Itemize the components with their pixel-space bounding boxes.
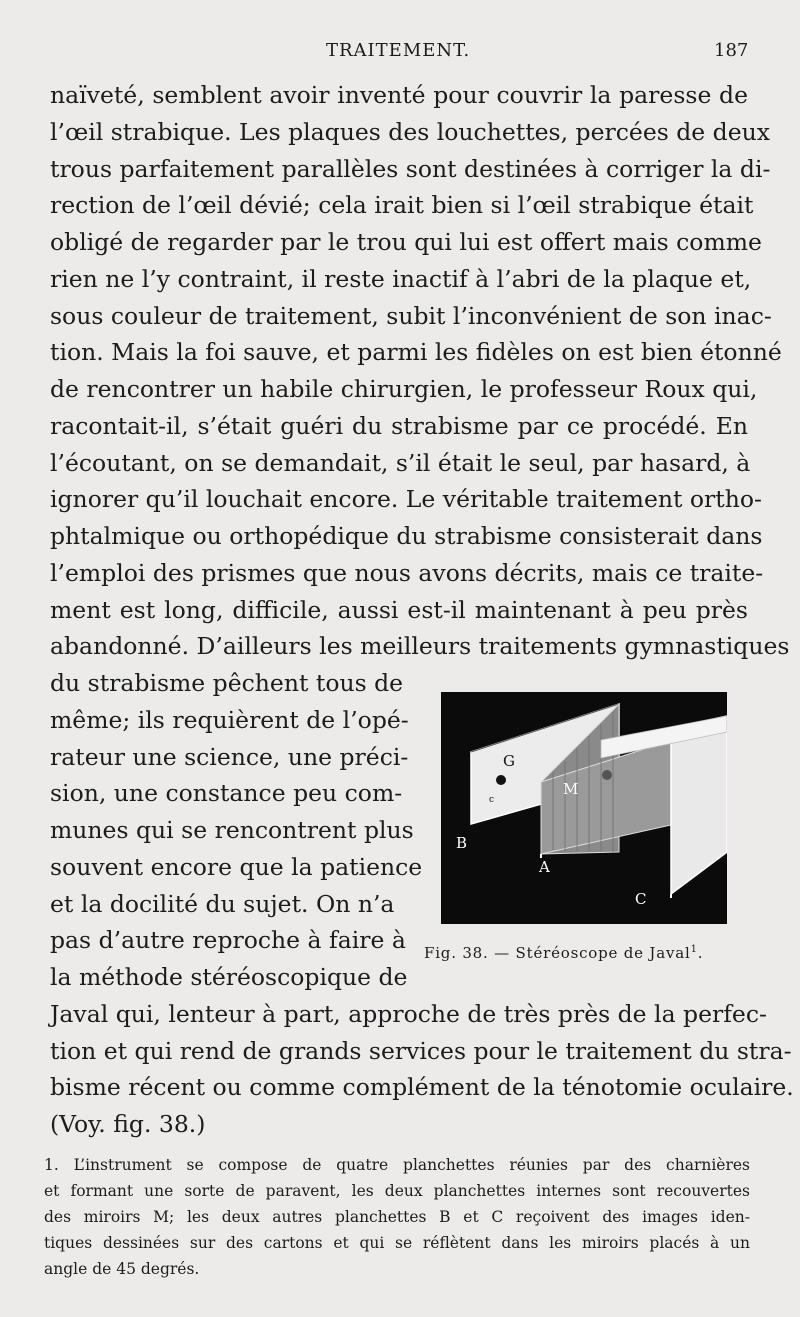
body-line: munes qui se rencontrent plus <box>50 816 414 844</box>
body-line: l’œil strabique. Les plaques des louchettes, percées de deux <box>50 118 771 146</box>
hole-m <box>602 770 612 780</box>
caption-end: . <box>697 944 704 962</box>
caption-text: Fig. 38. — Stéréoscope de Javal <box>424 944 691 962</box>
body-line: ignorer qu’il louchait encore. Le véritable traitement ortho- <box>50 485 762 513</box>
footnote-line: des miroirs M; les deux autres planchettes B et C reçoivent des images iden- <box>44 1208 750 1226</box>
body-line: bisme récent ou comme complément de la ténotomie oculaire. <box>50 1073 794 1101</box>
body-line: même; ils requièrent de l’opé- <box>50 706 409 734</box>
footnote-line: et formant une sorte de paravent, les deux planchettes internes sont recouvertes <box>44 1182 750 1200</box>
body-line: sion, une constance peu com- <box>50 779 403 807</box>
label-a: A <box>539 858 550 876</box>
page-number: 187 <box>714 40 749 61</box>
running-head: TRAITEMENT. <box>326 40 471 61</box>
stereoscope-figure <box>441 692 727 924</box>
body-line: l’écoutant, on se demandait, s’il était le seul, par hasard, à <box>50 449 751 477</box>
body-line: pas d’autre reproche à faire à <box>50 926 406 954</box>
body-line: phtalmique ou orthopédique du strabisme consisterait dans <box>50 522 763 550</box>
label-g: G <box>503 752 515 770</box>
label-b: B <box>456 834 468 852</box>
stereoscope-illustration <box>441 692 727 924</box>
figure-caption <box>424 944 703 962</box>
body-line: obligé de regarder par le trou qui lui est offert mais comme <box>50 228 762 256</box>
hole-g <box>496 775 506 785</box>
label-c-small: c <box>489 795 495 805</box>
body-line: ment est long, difficile, aussi est-il maintenant à peu près <box>50 596 748 624</box>
body-line: l’emploi des prismes que nous avons décrits, mais ce traite- <box>50 559 764 587</box>
footnote-line: angle de 45 degrés. <box>44 1260 200 1278</box>
body-line: rection de l’œil dévié; cela irait bien si l’œil strabique était <box>50 191 754 219</box>
footnote-line: tiques dessinées sur des cartons et qui se réflètent dans les miroirs placés à un <box>44 1234 750 1252</box>
footnote-marker: 1 <box>690 944 698 955</box>
body-line: sous couleur de traitement, subit l’inconvénient de son inac- <box>50 302 772 330</box>
body-line: souvent encore que la patience <box>50 853 423 881</box>
body-line: tion. Mais la foi sauve, et parmi les fidèles on est bien étonné <box>50 338 782 366</box>
footnote-line: 1. L’instrument se compose de quatre planchettes réunies par des charnières <box>44 1156 750 1174</box>
body-line: (Voy. fig. 38.) <box>50 1110 206 1138</box>
body-line: trous parfaitement parallèles sont destinées à corriger la di- <box>50 155 771 183</box>
body-line: rateur une science, une préci- <box>50 743 409 771</box>
body-line: rien ne l’y contraint, il reste inactif à l’abri de la plaque et, <box>50 265 752 293</box>
body-line: tion et qui rend de grands services pour le traitement du stra- <box>50 1037 792 1065</box>
page-header <box>0 40 800 66</box>
body-line: racontait-il, s’était guéri du strabisme par ce procédé. En <box>50 412 748 440</box>
label-c: C <box>635 890 647 908</box>
body-line: abandonné. D’ailleurs les meilleurs traitements gymnastiques <box>50 632 790 660</box>
body-line: de rencontrer un habile chirurgien, le professeur Roux qui, <box>50 375 758 403</box>
body-line: la méthode stéréoscopique de <box>50 963 408 991</box>
body-line: Javal qui, lenteur à part, approche de très près de la perfec- <box>50 1000 767 1028</box>
label-m: M <box>563 780 579 798</box>
body-line: naïveté, semblent avoir inventé pour couvrir la paresse de <box>50 81 748 109</box>
body-line: et la docilité du sujet. On n’a <box>50 890 395 918</box>
body-line: du strabisme pêchent tous de <box>50 669 404 697</box>
